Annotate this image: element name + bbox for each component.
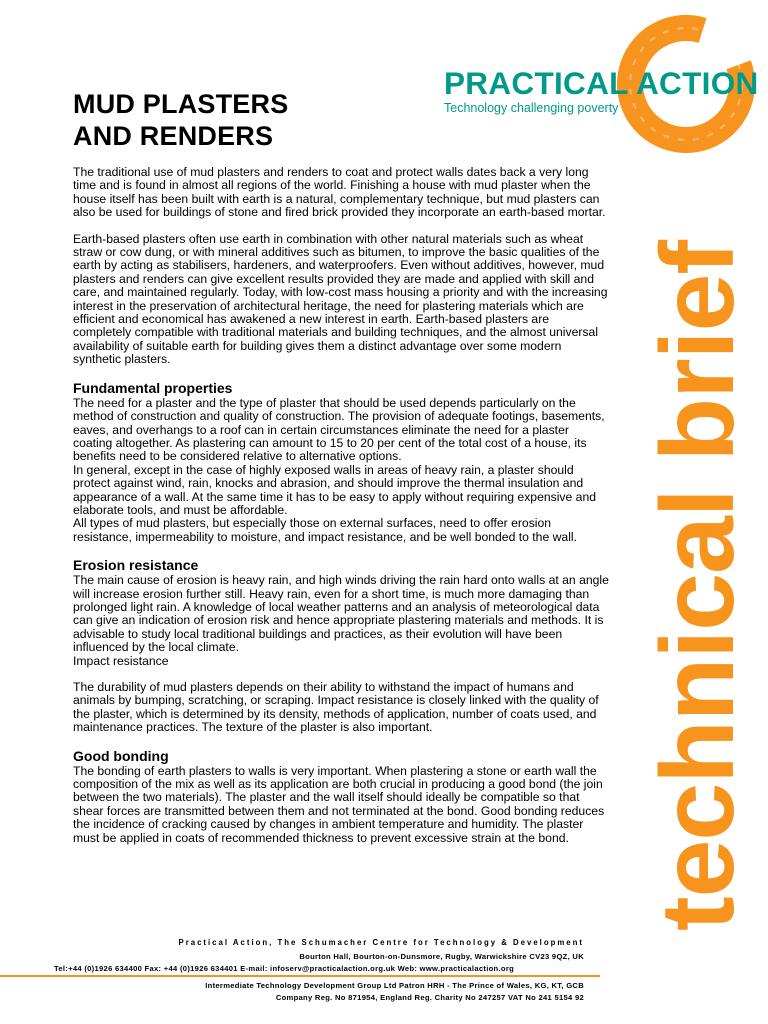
intro-paragraph-1: The traditional use of mud plasters and renders to coat and protect walls dates back a very long time and is found in almost all regions of the world. Finishing a house with mud plaster when the house itself has been built with earth is a natural, complementary technique, but mud plasters can also be used for buildings of stone and fired brick provided they incorporate an earth-based mortar. [73, 165, 606, 220]
footer-divider [0, 975, 600, 977]
title-line-2: AND RENDERS [73, 121, 274, 151]
impact-paragraph-1: The durability of mud plasters depends on their ability to withstand the impact of humans and animals by bumping, scratching, or scraping. Impact resistance is closely linked with the quality of the plaster, which is determined by its density, methods of application, number of coats used, and maintenance practices. The texture of the plaster is also important. [73, 680, 599, 735]
brand-block [444, 66, 759, 115]
impact-resistance-label: Impact resistance [73, 653, 169, 668]
page-title [73, 88, 288, 152]
footer-registration: Intermediate Technology Development Group Ltd Patron HRH - The Prince of Wales, KG, KT, GCB [205, 981, 584, 990]
footer-contact: Tel:+44 (0)1926 634400 Fax: +44 (0)1926 634401 E-mail: infoserv@practicalaction.org.uk Web: www.practicalaction.org [54, 964, 515, 973]
fundamental-paragraph-1: The need for a plaster and the type of plaster that should be used depends particularly on the method of construction and quality of construction. The provision of adequate footings, basements, eaves, and overhangs to a roof can in certain circumstances eliminate the need for a plaster coating altogether. As plastering can amount to 15 to 20 per cent of the total cost of a house, its benefits need to be considered relative to alternative options. [73, 395, 605, 464]
fundamental-paragraph-3: All types of mud plasters, but especially those on external surfaces, need to offer erosion resistance, impermeability to moisture, and impact resistance, and be well bonded to the wall. [73, 516, 578, 544]
intro-paragraph-2: Earth-based plasters often use earth in combination with other natural materials such as wheat straw or cow dung, or with mineral additives such as bitumen, to improve the basic qualities of the earth by acting as stabilisers, hardeners, and waterproofers. Even without additives, however, mud plasters and renders can give excellent results provided they are made and applied with skill and care, and maintained regularly. Today, with low-cost mass housing a priority and with the increasing interest in the preservation of architectural heritage, the need for plastering materials which are efficient and economical has awakened a new interest in earth. Earth-based plasters are completely compatible with traditional materials and building techniques, and the almost universal availability of suitable earth for building gives them a distinct advantage over some modern synthetic plasters. [73, 231, 608, 367]
brand-name: PRACTICAL ACTION [444, 65, 759, 101]
footer-organisation: Practical Action, The Schumacher Centre for Technology & Development [178, 938, 584, 947]
fundamental-paragraph-2: In general, except in the case of highly exposed walls in areas of heavy rain, a plaster should protect against wind, rain, knocks and abrasion, and should improve the thermal insulation and appearance of a wall. At the same time it has to be easy to apply without requiring expensive and elaborate tools, and must be affordable. [73, 462, 597, 517]
title-line-1: MUD PLASTERS [73, 89, 289, 119]
section-heading-bonding: Good bonding [73, 747, 169, 764]
document-body [73, 166, 609, 845]
section-heading-fundamental: Fundamental properties [73, 379, 233, 396]
erosion-paragraph-1: The main cause of erosion is heavy rain, and high winds driving the rain hard onto walls at an angle will increase erosion further still. Heavy rain, even for a short time, is much more damaging than prolonged light rain. A knowledge of local weather patterns and an analysis of meteorological data can give an indication of erosion risk and hence appropriate plastering materials and methods. It is advisable to study local traditional buildings and practices, as their evolution will have been influenced by the local climate. [73, 573, 609, 655]
brand-tagline: Technology challenging poverty [444, 101, 619, 115]
footer-company-info: Company Reg. No 871954, England Reg. Charity No 247257 VAT No 241 5154 92 [275, 993, 584, 1002]
section-heading-erosion: Erosion resistance [73, 557, 199, 574]
bonding-paragraph-1: The bonding of earth plasters to walls is very important. When plastering a stone or earth wall the composition of the mix as well as its application are both crucial in producing a good bond (the join between the two materials). The plaster and the wall itself should ideally be compatible so that shear forces are transmitted between them and not terminated at the bond. Good bonding reduces the incidence of cracking caused by changes in ambient temperature and humidity. The plaster must be applied in coats of recommended thickness to prevent excessive strain at the bond. [73, 763, 605, 845]
technical-brief-label: technical brief [640, 240, 756, 932]
footer-address: Bourton Hall, Bourton-on-Dunsmore, Rugby, Warwickshire CV23 9QZ, UK [299, 952, 584, 961]
